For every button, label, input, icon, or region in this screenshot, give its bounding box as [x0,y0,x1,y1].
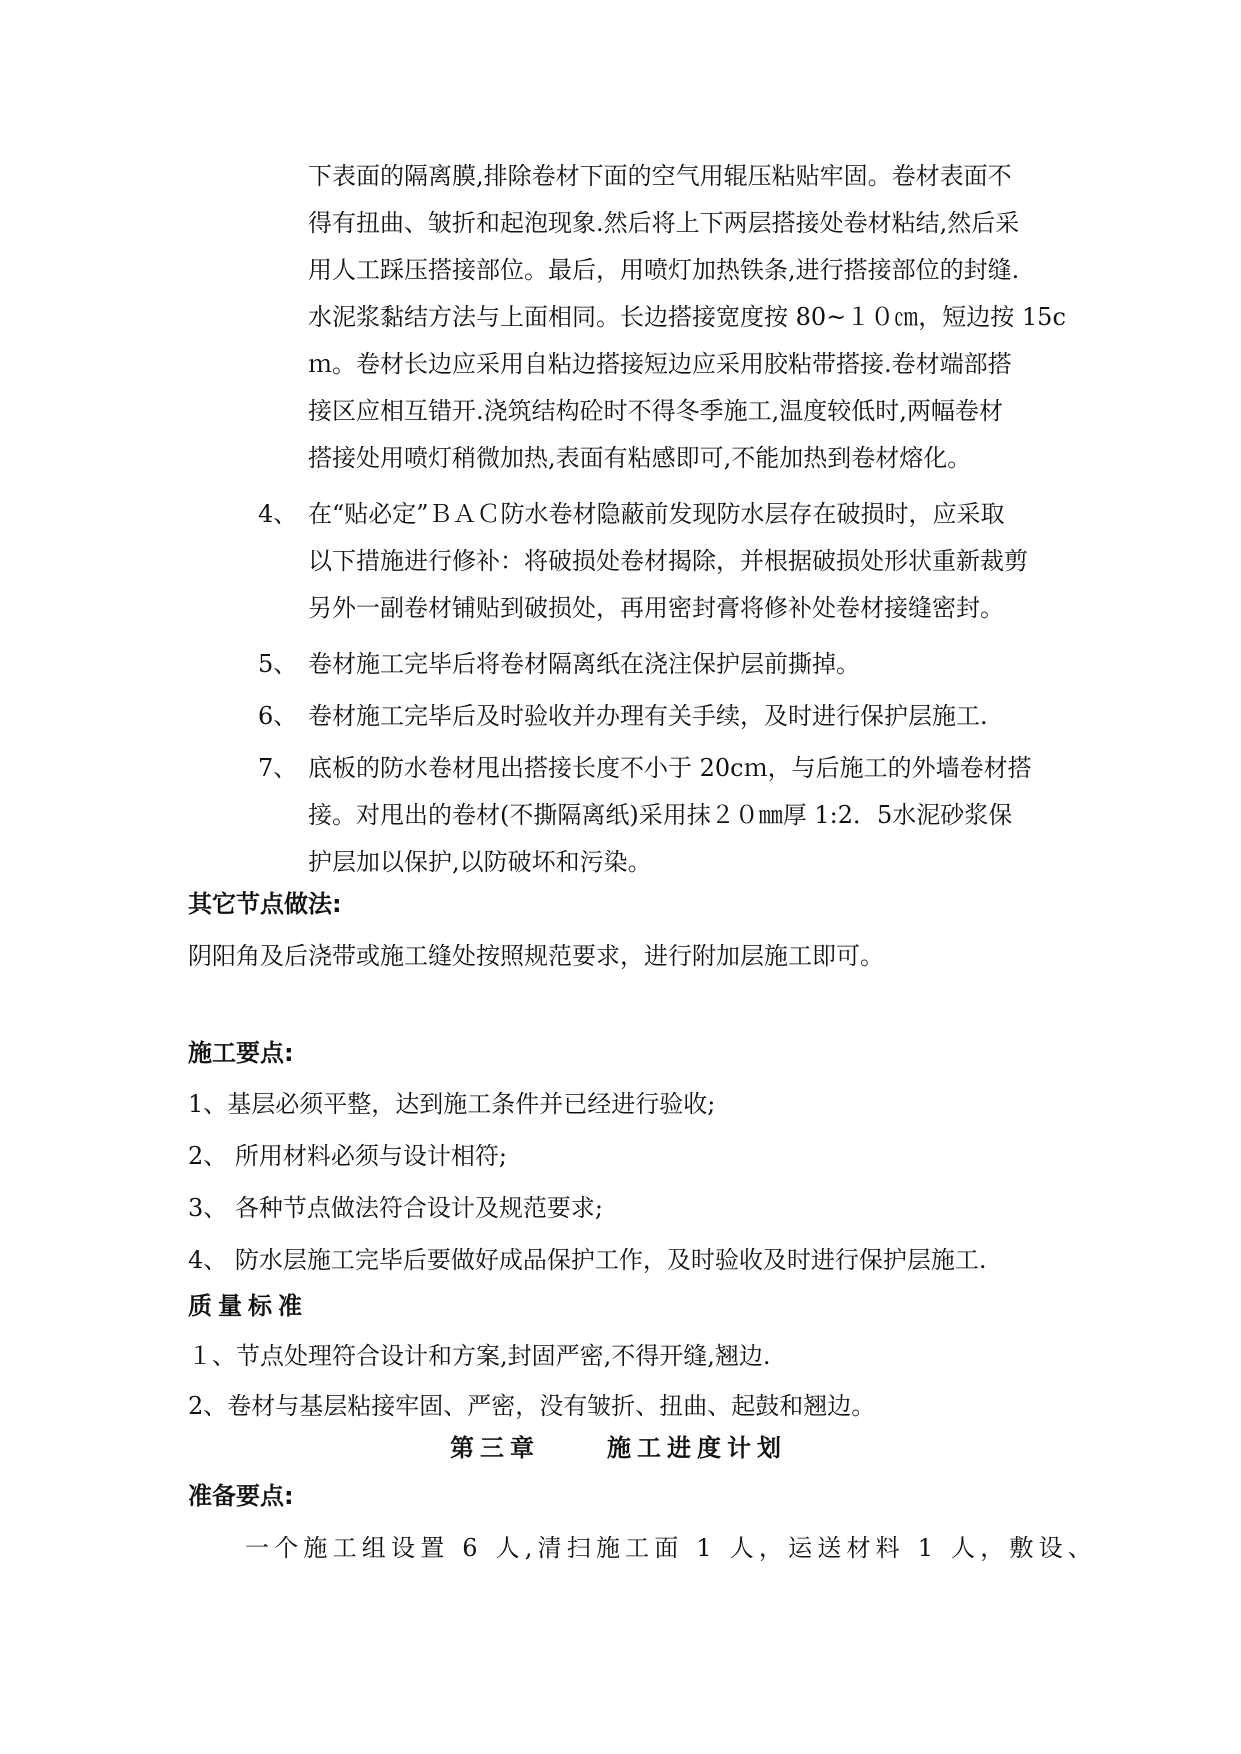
list-item: 4、 防水层施工完毕后要做好成品保护工作，及时验收及时进行保护层施工. [188,1246,987,1274]
list-item-line: 接。对甩出的卷材(不撕隔离纸)采用抹２０㎜厚 1:2．5水泥砂浆保 [308,801,1013,829]
list-item-line: 底板的防水卷材甩出搭接长度不小于 20cｍ，与后施工的外墙卷材搭 [308,754,1032,782]
list-item: 2、 所用材料必须与设计相符; [188,1142,507,1170]
paragraph-line: 搭接处用喷灯稍微加热,表面有粘感即可,不能加热到卷材熔化。 [308,444,972,472]
section-heading: 其它节点做法: [188,890,342,918]
paragraph-line: 接区应相互错开.浇筑结构砼时不得冬季施工,温度较低时,两幅卷材 [308,397,1003,425]
paragraph-line: ｍ。卷材长边应采用自粘边搭接短边应采用胶粘带搭接.卷材端部搭 [308,350,1012,378]
paragraph-line: 得有扭曲、皱折和起泡现象.然后将上下两层搭接处卷材粘结,然后采 [308,209,1020,237]
paragraph-line: 阴阳角及后浇带或施工缝处按照规范要求，进行附加层施工即可。 [188,942,884,970]
chapter-number: 第三章 [450,1434,540,1462]
list-item: 3、 各种节点做法符合设计及规范要求; [188,1194,603,1222]
list-item-line: 卷材施工完毕后及时验收并办理有关手续，及时进行保护层施工. [308,702,988,730]
section-heading: 质量标准 [188,1292,308,1320]
paragraph-line: 下表面的隔离膜,排除卷材下面的空气用辊压粘贴牢固。卷材表面不 [308,162,1012,190]
paragraph-line: 用人工踩压搭接部位。最后，用喷灯加热铁条,进行搭接部位的封缝. [308,256,1020,284]
list-item-line: 以下措施进行修补：将破损处卷材揭除，并根据破损处形状重新裁剪 [308,547,1028,575]
paragraph-line: 一个施工组设置 6 人,清扫施工面 1 人，运送材料 1 人，敷设、 [245,1534,1098,1562]
list-item: １、节点处理符合设计和方案,封固严密,不得开缝,翘边. [188,1342,771,1370]
list-item-line: 在“贴必定”ＢＡＣ防水卷材隐蔽前发现防水层存在破损时，应采取 [308,500,1005,528]
list-number: 4、 [258,500,298,528]
section-heading: 准备要点: [188,1482,294,1510]
chapter-title: 施工进度计划 [607,1434,787,1462]
list-item-line: 另外一副卷材铺贴到破损处，再用密封膏将修补处卷材接缝密封。 [308,594,1004,622]
list-number: 5、 [258,650,298,678]
list-item-line: 卷材施工完毕后将卷材隔离纸在浇注保护层前撕掉。 [308,650,860,678]
list-item-line: 护层加以保护,以防破坏和污染。 [308,848,652,876]
section-heading: 施工要点: [188,1039,294,1067]
list-item: 2、卷材与基层粘接牢固、严密，没有皱折、扭曲、起鼓和翘边。 [188,1392,876,1420]
list-number: 7、 [258,754,298,782]
list-number: 6、 [258,702,298,730]
paragraph-line: 水泥浆黏结方法与上面相同。长边搭接宽度按 80~１０㎝，短边按 15c [308,303,1066,331]
list-item: 1、基层必须平整，达到施工条件并已经进行验收; [188,1090,716,1118]
